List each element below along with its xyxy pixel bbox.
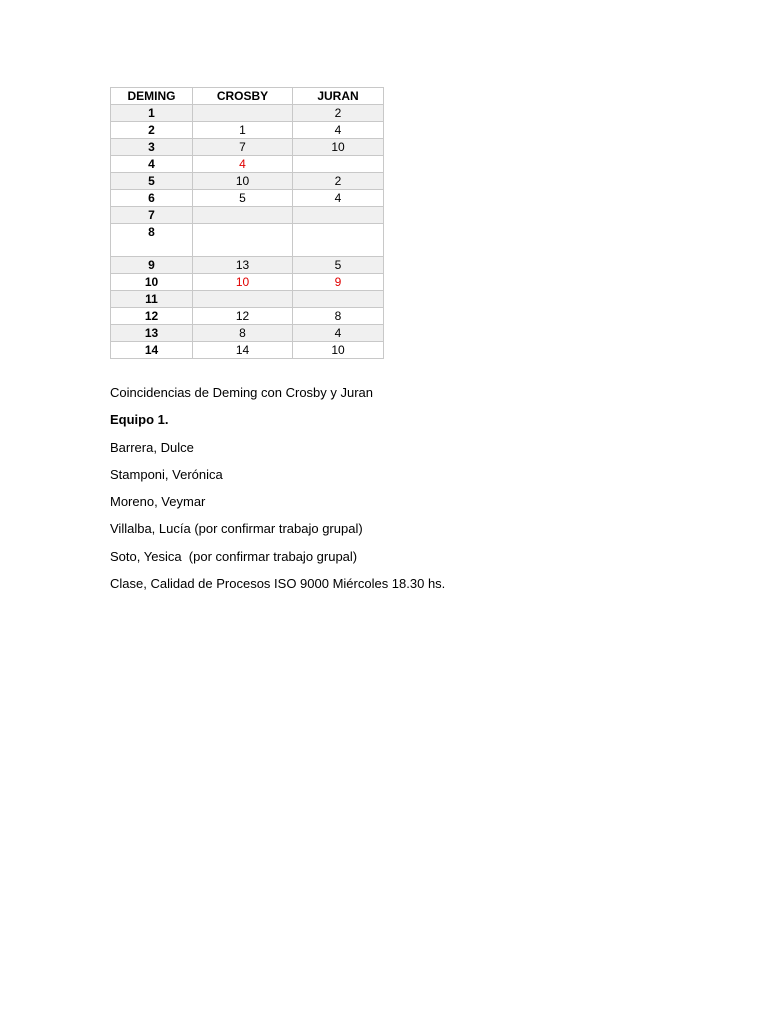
juran-cell: 2 [293,105,384,122]
deming-cell: 2 [111,122,193,139]
team-member: Villalba, Lucía (por confirmar trabajo grupal) [110,521,363,537]
table-row [111,105,384,122]
team-member: Barrera, Dulce [110,439,194,455]
juran-cell: 4 [293,190,384,207]
table-row [111,190,384,207]
document-text-block [110,384,445,602]
crosby-cell [193,105,293,122]
deming-cell: 11 [111,291,193,308]
table-row [111,173,384,190]
deming-cell: 7 [111,207,193,224]
juran-cell: 4 [293,325,384,342]
crosby-cell: 14 [193,342,293,359]
juran-cell [293,207,384,224]
deming-cell: 3 [111,139,193,156]
crosby-cell: 8 [193,325,293,342]
deming-cell: 12 [111,308,193,325]
deming-cell: 13 [111,325,193,342]
class-info: Clase, Calidad de Procesos ISO 9000 Miércoles 18.30 hs. [110,576,446,592]
juran-cell [293,156,384,173]
crosby-cell [193,224,293,257]
table-row [111,224,384,257]
table-row [111,139,384,156]
crosby-cell: 7 [193,139,293,156]
table-body [111,105,384,359]
table-caption: Coincidencias de Deming con Crosby y Juran [110,385,374,400]
table-row [111,156,384,173]
table-row [111,207,384,224]
juran-cell [293,224,384,257]
deming-cell: 5 [111,173,193,190]
juran-cell [293,291,384,308]
juran-cell-highlighted: 9 [293,274,384,291]
crosby-cell-highlighted: 4 [193,156,293,173]
deming-cell: 6 [111,190,193,207]
table-header-row [111,88,384,105]
juran-cell: 2 [293,173,384,190]
crosby-cell [193,291,293,308]
deming-cell: 14 [111,342,193,359]
table-row [111,325,384,342]
juran-cell: 10 [293,139,384,156]
crosby-cell [193,207,293,224]
juran-cell: 10 [293,342,384,359]
crosby-cell: 10 [193,173,293,190]
header-juran: JURAN [293,88,384,105]
crosby-cell-highlighted: 10 [193,274,293,291]
team-member: Soto, Yesica (por confirmar trabajo grupal) [110,548,358,564]
juran-cell: 4 [293,122,384,139]
crosby-cell: 1 [193,122,293,139]
table-row [111,122,384,139]
juran-cell: 8 [293,308,384,325]
deming-cell: 9 [111,257,193,274]
deming-cell: 1 [111,105,193,122]
deming-cell: 4 [111,156,193,173]
coincidence-table [110,87,384,359]
team-member: Moreno, Veymar [110,494,206,510]
crosby-cell: 12 [193,308,293,325]
table-row [111,274,384,291]
table-row [111,257,384,274]
deming-cell: 8 [111,224,193,257]
header-crosby: CROSBY [193,88,293,105]
table-row [111,308,384,325]
team-member: Stamponi, Verónica [110,466,223,482]
table-row [111,342,384,359]
deming-cell: 10 [111,274,193,291]
crosby-cell: 5 [193,190,293,207]
header-deming: DEMING [111,88,193,105]
juran-cell: 5 [293,257,384,274]
team-title: Equipo 1. [110,412,169,428]
table-row [111,291,384,308]
crosby-cell: 13 [193,257,293,274]
